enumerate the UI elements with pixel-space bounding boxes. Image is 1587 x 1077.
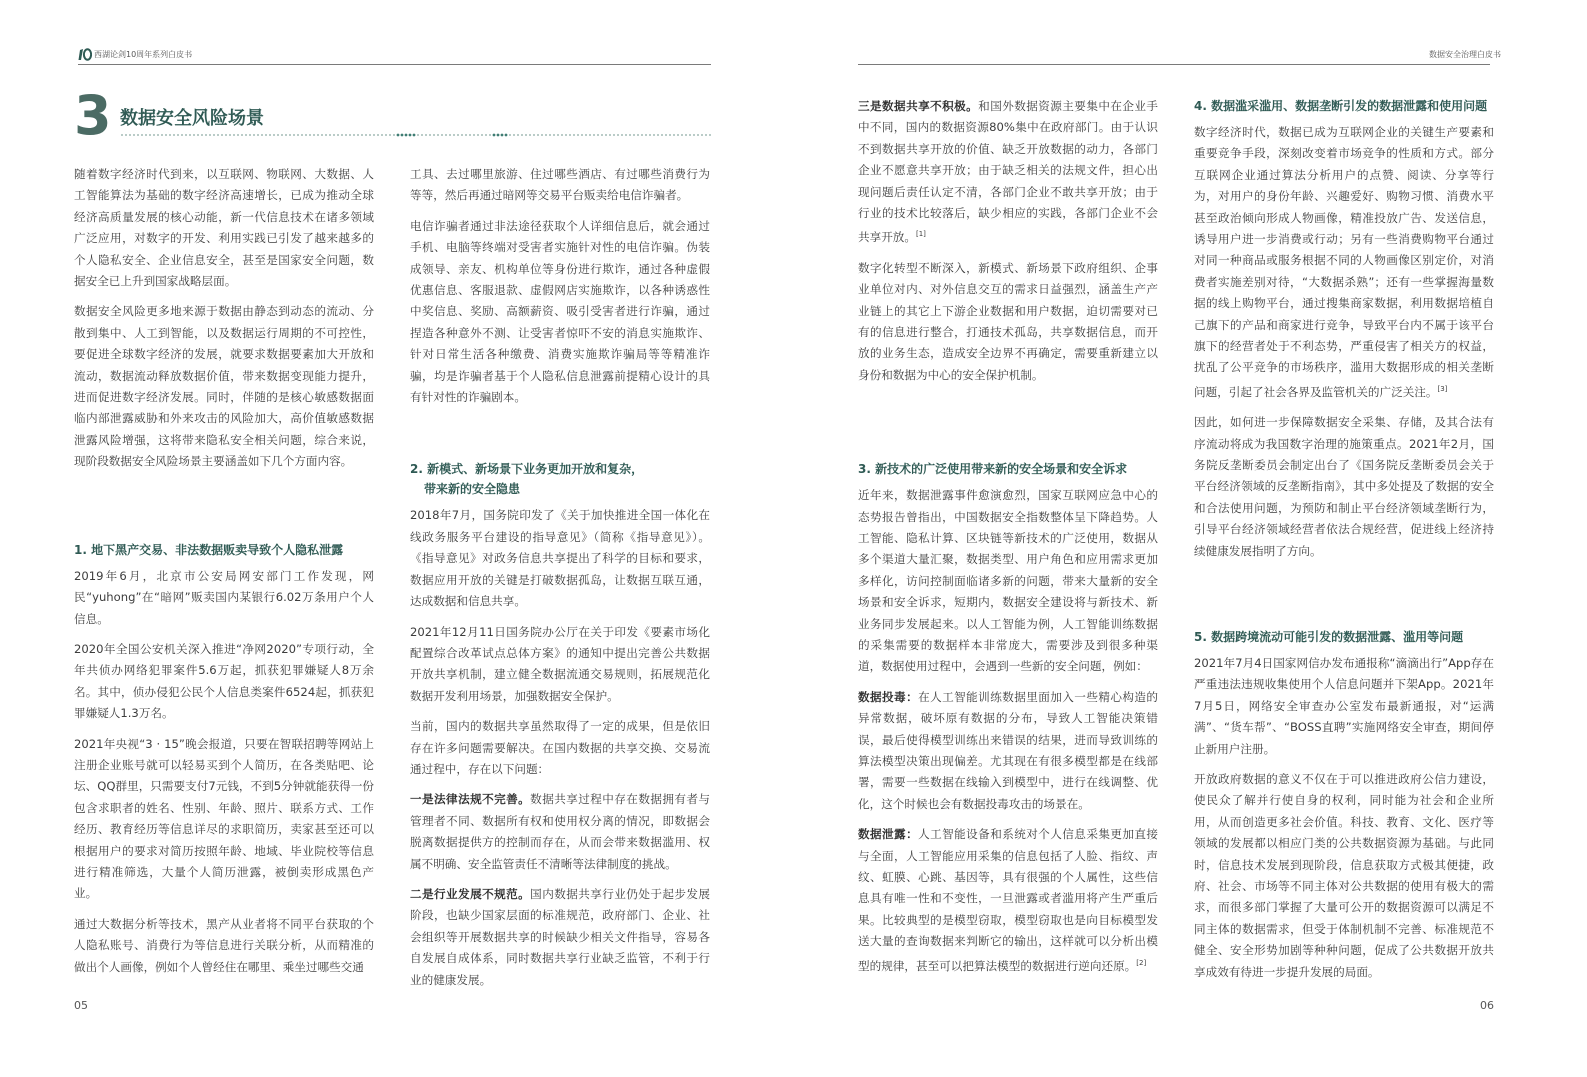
paragraph xyxy=(410,884,710,991)
rule-dot xyxy=(697,134,699,136)
paragraph: 2019年6月，北京市公安局网安部门工作发现，网民“yuhong”在“暗网”贩卖国内某银行6.02万条用户个人信息。 xyxy=(74,568,374,626)
rule-dot xyxy=(529,134,531,136)
chapter-number: 3 xyxy=(74,84,112,147)
rule-dot xyxy=(249,134,251,136)
chapter-dotted-rule xyxy=(120,132,712,138)
rule-dot xyxy=(169,134,171,136)
rule-dot xyxy=(261,134,263,136)
rule-dot xyxy=(245,134,247,136)
rule-dot xyxy=(485,134,487,136)
paragraph xyxy=(1194,122,1494,403)
rule-dot xyxy=(557,134,559,136)
rule-dot xyxy=(505,134,508,137)
paragraph xyxy=(858,96,1158,249)
rule-dot xyxy=(125,134,127,136)
rule-dot xyxy=(129,134,131,136)
bold-lead: 三是数据共享不积极。 xyxy=(858,99,979,113)
rule-dot xyxy=(593,134,595,136)
rule-dot xyxy=(661,134,663,136)
rule-dot xyxy=(165,134,167,136)
rule-dot xyxy=(181,134,183,136)
rule-dot xyxy=(585,134,587,136)
rule-dot xyxy=(609,134,611,136)
rule-dot xyxy=(213,134,215,136)
rule-dot xyxy=(445,134,447,136)
rule-dot xyxy=(241,134,243,136)
rule-dot xyxy=(385,134,387,136)
paragraph xyxy=(858,687,1158,815)
rule-dot xyxy=(149,134,151,136)
rule-dot xyxy=(673,134,675,136)
rule-dot xyxy=(341,134,343,136)
rule-dot xyxy=(321,134,323,136)
rule-dot xyxy=(613,134,615,136)
paragraph: 电信诈骗者通过非法途径获取个人详细信息后，就会通过手机、电脑等终端对受害者实施针对性的电信诈骗。伪装成领导、亲友、机构单位等身份进行欺诈，通过各种虚假优惠信息、客服退款、虚假网店实施欺诈，以各种诱惑性中奖信息、奖励、高额薪资、吸引受害者进行诈骗，通过捏造各种意外不测、让受害者惊吓不安的消息实施欺诈、针对日常生活各种缴费、消费实施欺诈骗局等等精准诈骗，均是诈骗者基于个人隐私信息泄露前提精心设计的具有针对性的诈骗剧本。 xyxy=(410,218,710,405)
rule-dot xyxy=(425,134,427,136)
rule-dot xyxy=(633,134,635,136)
rule-dot xyxy=(513,134,515,136)
paragraph: 通过大数据分析等技术，黑产从业者将不同平台获取的个人隐私账号、消费行为等信息进行关联分析，从而精准的做出个人画像，例如个人曾经住在哪里、乘坐过哪些交通 xyxy=(74,916,374,974)
rule-dot xyxy=(685,134,687,136)
right-page xyxy=(794,0,1587,1077)
rule-dot xyxy=(353,134,355,136)
rule-dot xyxy=(589,134,591,136)
rule-dot xyxy=(645,134,647,136)
rule-dot xyxy=(289,134,291,136)
rule-dot xyxy=(373,134,375,136)
rule-dot xyxy=(629,134,631,136)
left-page xyxy=(0,0,793,1077)
rule-dot xyxy=(457,134,459,136)
paragraph-text: 人工智能设备和系统对个人信息采集更加直接与全面，人工智能应用采集的信息包括了人脸、指纹、声纹、虹膜、心跳、基因等，具有很强的个人属性，这些信息具有唯一性和不变性，一旦泄露或者滥用将产生严重后果。比较典型的是模型窃取，模型窃取也是向目标模型发送大量的查询数据来判断它的输出，这样就可以分析出模型的规律，甚至可以把算法模型的数据进行逆向还原。 xyxy=(858,827,1158,973)
paragraph: 当前，国内的数据共享虽然取得了一定的成果，但是依旧存在许多问题需要解决。在国内数据的共享交换、交易流通过程中，存在以下问题： xyxy=(410,719,710,776)
paragraph: 数据安全风险更多地来源于数据由静态到动态的流动、分散到集中、人工到智能，以及数据运行周期的不可控性，要促进全球数字经济的发展，就要求数据要素加大开放和流动，数据流动释放数据价值，带来数据变现能力提升，进而促进数字经济发展。同时，伴随的是核心敏感数据面临内部泄露威胁和外来攻击的风险加大，高价值敏感数据泄露风险增强，这将带来隐私安全相关问题，综合来说，现阶段数据安全风险场景主要涵盖如下几个方面内容。 xyxy=(74,304,374,469)
rule-dot xyxy=(649,134,651,136)
left-column-1 xyxy=(74,164,374,987)
rule-dot xyxy=(541,134,543,136)
paragraph: 随着数字经济时代到来，以互联网、物联网、大数据、人工智能算法为基础的数字经济高速增长，已成为推动全球经济高质量发展的核心动能，新一代信息技术在诸多领域广泛应用，对数字的开发、利用实践已引发了越来越多的个人隐私安全、企业信息安全，甚至是国家安全问题，数据安全已上升到国家战略层面。 xyxy=(74,167,374,289)
rule-dot xyxy=(577,134,579,136)
rule-dot xyxy=(549,134,551,136)
rule-dot xyxy=(409,134,412,137)
section-heading-2-line2: 带来新的安全隐患 xyxy=(424,482,521,497)
paragraph: 数字化转型不断深入，新模式、新场景下政府组织、企事业单位对内、对外信息交互的需求日益强烈，涵盖生产产业链上的其它上下游企业数据和用户数据，迫切需要对已有的信息进行整合，打通技术孤岛，共享数据信息，而开放的业务生态，造成安全边界不再确定，需要重新建立以身份和数据为中心的安全保护机制。 xyxy=(858,260,1158,382)
rule-dot xyxy=(365,134,367,136)
rule-dot xyxy=(481,134,483,136)
rule-dot xyxy=(473,134,475,136)
rule-dot xyxy=(193,134,195,136)
rule-dot xyxy=(621,134,623,136)
rule-dot xyxy=(369,134,371,136)
rule-dot xyxy=(441,134,443,136)
rule-dot xyxy=(429,134,431,136)
rule-dot xyxy=(433,134,435,136)
rule-dot xyxy=(417,134,419,136)
rule-dot xyxy=(461,134,463,136)
rule-dot xyxy=(285,134,287,136)
rule-dot xyxy=(197,134,199,136)
rule-dot xyxy=(177,134,179,136)
rule-dot xyxy=(237,134,239,136)
rule-dot xyxy=(665,134,667,136)
rule-dot xyxy=(253,134,255,136)
rule-dot xyxy=(337,134,339,136)
rule-dot xyxy=(525,134,527,136)
rule-dot xyxy=(625,134,627,136)
section-heading-4: 4. 数据滥采滥用、数据垄断引发的数据泄露和使用问题 xyxy=(1194,99,1488,113)
rule-dot xyxy=(493,134,496,137)
footnote-ref: [2] xyxy=(1136,958,1147,967)
rule-dot xyxy=(265,134,267,136)
rule-dot xyxy=(597,134,599,136)
rule-dot xyxy=(705,134,707,136)
rule-dot xyxy=(293,134,295,136)
paragraph: 2021年7月4日国家网信办发布通报称“滴滴出行”App存在严重违法违规收集使用个人信息问题并下架App。2021年7月5日，网络安全审查办公室发布最新通报，对“运满满”、“货车帮”、“BOSS直聘”实施网络安全审查，期间停止新用户注册。 xyxy=(1194,655,1494,756)
footnote-ref: [1] xyxy=(915,230,926,239)
rule-dot xyxy=(305,134,307,136)
rule-dot xyxy=(229,134,231,136)
paragraph: 2021年12月11日国务院办公厅在关于印发《要素市场化配置综合改革试点总体方案》的通知中提出完善公共数据开放共享机制，建立健全数据流通交易规则，拓展规范化数据开发利用场景，加强数据安全保护。 xyxy=(410,624,710,703)
rule-dot xyxy=(317,134,319,136)
rule-dot xyxy=(389,134,391,136)
left-column-2 xyxy=(410,164,710,1000)
header-divider xyxy=(78,64,711,65)
page-header: 西湖论剑10周年系列白皮书 xyxy=(94,50,193,59)
rule-dot xyxy=(497,134,500,137)
rule-dot xyxy=(325,134,327,136)
rule-dot xyxy=(397,134,400,137)
rule-dot xyxy=(277,134,279,136)
bold-lead: 数据投毒： xyxy=(858,689,919,704)
rule-dot xyxy=(189,134,191,136)
rule-dot xyxy=(465,134,467,136)
paragraph-text: 在人工智能训练数据里面加入一些精心构造的异常数据，破坏原有数据的分布，导致人工智能决策错误，最后使得模型训练出来错误的结果，进而导致训练的算法模型决策出现偏差。尤其现在有很多模型都是在线部署，需要一些数据在线输入到模型中，进行在线调整、优化，这个时候也会有数据投毒攻击的场景在。 xyxy=(858,689,1158,811)
rule-dot xyxy=(413,134,416,137)
rule-dot xyxy=(281,134,283,136)
page-header: 数据安全治理白皮书 xyxy=(1429,50,1501,59)
rule-dot xyxy=(137,134,139,136)
paragraph: 2020年全国公安机关深入推进“净网2020”专项行动，全年共侦办网络犯罪案件5.6万起，抓获犯罪嫌疑人8万余名。其中，侦办侵犯公民个人信息类案件6524起，抓获犯罪嫌疑人1.3万名。 xyxy=(74,641,374,721)
bold-lead: 数据泄露： xyxy=(858,827,919,842)
page-number: 05 xyxy=(74,999,88,1012)
rule-dot xyxy=(545,134,547,136)
rule-dot xyxy=(669,134,671,136)
header-divider xyxy=(858,64,1490,65)
rule-dot xyxy=(257,134,259,136)
rule-dot xyxy=(393,134,395,136)
paragraph-text: 数字经济时代，数据已成为互联网企业的关键生产要素和重要竞争手段，深刻改变着市场竞争的性质和方式。部分互联网企业通过算法分析用户的点赞、阅读、分享等行为，对用户的身份年龄、兴趣爱好、购物习惯、消费水平甚至政治倾向形成人物画像，精准投放广告、发送信息，诱导用户进一步消费或行动；另有一些消费购物平台通过对同一种商品或服务根据不同的人物画像区别定价，对消费者实施差别对待，“大数据杀熟”；还有一些掌握海量数据的线上购物平台，通过搜集商家数据，利用数据培植自己旗下的产品和商家进行竞争，导致平台内不属于该平台旗下的经营者处于不利态势，严重侵害了相关方的权益，扰乱了公平竞争的市场秩序，滥用大数据形成的相关垄断问题，引起了社会各界及监管机关的广泛关注。 xyxy=(1194,125,1494,399)
rule-dot xyxy=(689,134,691,136)
rule-dot xyxy=(537,134,539,136)
paragraph: 2021年央视“3 · 15”晚会报道，只要在智联招聘等网站上注册企业账号就可以轻易买到个人简历，在各类贴吧、论坛、QQ群里，只需要支付7元钱，不到5分钟就能获得一份包含求职者的姓名、性别、年龄、照片、联系方式、工作经历、教育经历等信息详尽的求职简历，卖家甚至还可以根据用户的要求对简历按照年龄、地域、毕业院校等信息进行精准筛选，大量个人简历泄露，被倒卖形成黑色产业。 xyxy=(74,736,374,901)
rule-dot xyxy=(233,134,235,136)
rule-dot xyxy=(561,134,563,136)
rule-dot xyxy=(153,134,155,136)
section-heading-2-line1: 2. 新模式、新场景下业务更加开放和复杂， xyxy=(410,462,644,477)
rule-dot xyxy=(581,134,583,136)
rule-dot xyxy=(521,134,523,136)
rule-dot xyxy=(605,134,607,136)
rule-dot xyxy=(349,134,351,136)
rule-dot xyxy=(469,134,471,136)
rule-dot xyxy=(133,134,135,136)
rule-dot xyxy=(449,134,451,136)
rule-dot xyxy=(381,134,383,136)
footnote-ref: [3] xyxy=(1437,384,1448,393)
rule-dot xyxy=(269,134,271,136)
rule-dot xyxy=(617,134,619,136)
paragraph-text: 数据共享过程中存在数据拥有者与管理者不同、数据所有权和使用权分离的情况，即数据会脱离数据提供方的控制而存在，从而会带来数据滥用、权属不明确、安全监管责任不清晰等法律制度的挑战。 xyxy=(410,792,710,871)
rule-dot xyxy=(377,134,379,136)
rule-dot xyxy=(477,134,479,136)
rule-dot xyxy=(453,134,455,136)
rule-dot xyxy=(297,134,299,136)
paragraph-text: 和国外数据资源主要集中在企业手中不同，国内的数据资源80%集中在政府部门。由于认识不到数据共享开放的价值、缺乏开放数据的动力，各部门企业不愿意共享开放；由于缺乏相关的法规文件，担心出现问题后责任认定不清，各部门企业不敢共享开放；由于行业的技术比较落后，缺少相应的实践，各部门企业不会共享开放。 xyxy=(858,99,1158,245)
rule-dot xyxy=(209,134,211,136)
rule-dot xyxy=(533,134,535,136)
rule-dot xyxy=(313,134,315,136)
rule-dot xyxy=(357,134,359,136)
rule-dot xyxy=(677,134,679,136)
page-number: 06 xyxy=(1480,999,1494,1012)
rule-dot xyxy=(401,134,404,137)
rule-dot xyxy=(161,134,163,136)
paragraph: 工具、去过哪里旅游、住过哪些酒店、有过哪些消费行为等等，然后再通过暗网等交易平台贩卖给电信诈骗者。 xyxy=(410,167,710,203)
rule-dot xyxy=(693,134,695,136)
rule-dot xyxy=(421,134,423,136)
rule-dot xyxy=(309,134,311,136)
paragraph-text: 国内数据共享行业仍处于起步发展阶段，也缺少国家层面的标准规范，政府部门、企业、社会组织等开展数据共享的时候缺少相关文件指导，容易各自发展自成体系，同时数据共享行业缺乏监管，不利于行业的健康发展。 xyxy=(410,886,710,987)
rule-dot xyxy=(121,134,123,136)
paragraph xyxy=(410,789,710,875)
rule-dot xyxy=(569,134,571,136)
paragraph: 近年来，数据泄露事件愈演愈烈，国家互联网应急中心的态势报告曾指出，中国数据安全指数整体呈下降趋势。人工智能、隐私计算、区块链等新技术的广泛使用，数据从多个渠道大量汇聚，数据类型、用户角色和应用需求更加多样化，访问控制面临诸多新的问题，带来大量新的安全场景和安全诉求，短期内，数据安全建设将与新技术、新业务同步发展起来。以人工智能为例，人工智能训练数据的采集需要的数据样本非常庞大，需要涉及到很多种渠道，数据使用过程中，会遇到一些新的安全问题，例如： xyxy=(858,488,1158,674)
rule-dot xyxy=(405,134,408,137)
rule-dot xyxy=(333,134,335,136)
rule-dot xyxy=(301,134,303,136)
rule-dot xyxy=(489,134,491,136)
rule-dot xyxy=(273,134,275,136)
rule-dot xyxy=(217,134,219,136)
rule-dot xyxy=(637,134,639,136)
rule-dot xyxy=(437,134,439,136)
bold-lead: 一是法律法规不完善。 xyxy=(410,792,531,807)
right-column-2 xyxy=(1194,96,1494,992)
rule-dot xyxy=(141,134,143,136)
rule-dot xyxy=(709,134,711,136)
section-heading-5: 5. 数据跨境流动可能引发的数据泄露、滥用等问题 xyxy=(1194,629,1464,644)
rule-dot xyxy=(573,134,575,136)
rule-dot xyxy=(517,134,519,136)
paragraph: 2018年7月，国务院印发了《关于加快推进全国一体化在线政务服务平台建设的指导意见》（简称《指导意见》）。《指导意见》对政务信息共享提出了科学的目标和要求，数据应用开放的关键是打破数据孤岛，让数据互联互通，达成数据和信息共享。 xyxy=(410,508,710,609)
rule-dot xyxy=(225,134,227,136)
rule-dot xyxy=(221,134,223,136)
bold-lead: 二是行业发展不规范。 xyxy=(410,886,531,901)
rule-dot xyxy=(185,134,187,136)
rule-dot xyxy=(157,134,159,136)
rule-dot xyxy=(329,134,331,136)
section-heading-2 xyxy=(410,459,710,499)
ten-anniversary-logo-icon xyxy=(78,48,92,61)
section-heading-1: 1. 地下黑产交易、非法数据贩卖导致个人隐私泄露 xyxy=(74,542,344,557)
rule-dot xyxy=(601,134,603,136)
rule-dot xyxy=(509,134,511,136)
chapter-title: 数据安全风险场景 xyxy=(120,108,264,129)
rule-dot xyxy=(205,134,207,136)
paragraph: 因此，如何进一步保障数据安全采集、存储，及其合法有序流动将成为我国数字治理的施策重点。2021年2月，国务院反垄断委员会制定出台了《国务院反垄断委员会关于平台经济领域的反垄断指南》，其中多处提及了数据的安全和合法使用问题，为预防和制止平台经济领域垄断行为，引导平台经济领域经营者依法合规经营，促进线上经济持续健康发展指明了方向。 xyxy=(1194,415,1494,558)
rule-dot xyxy=(345,134,347,136)
rule-dot xyxy=(501,134,504,137)
section-heading-3: 3. 新技术的广泛使用带来新的安全场景和安全诉求 xyxy=(858,462,1128,477)
right-column-1 xyxy=(858,96,1158,986)
paragraph: 开放政府数据的意义不仅在于可以推进政府公信力建设，使民众了解并行使自身的权利，同时能为社会和企业所用，从而创造更多社会价值。科技、教育、文化、医疗等领域的发展都以相应门类的公共数据资源为基础。与此同时，信息技术发展到现阶段，信息获取方式极其便捷，政府、社会、市场等不同主体对公共数据的使用有极大的需求，而很多部门掌握了大量可公开的数据资源可以满足不同主体的数据需求，但受于体制机制不完善、标准规范不健全、安全形势加剧等种种问题，促成了公共数据开放共享成效有待进一步提升发展的局面。 xyxy=(1194,772,1494,979)
rule-dot xyxy=(681,134,683,136)
rule-dot xyxy=(701,134,703,136)
rule-dot xyxy=(361,134,363,136)
rule-dot xyxy=(653,134,655,136)
rule-dot xyxy=(565,134,567,136)
rule-dot xyxy=(201,134,203,136)
paragraph xyxy=(858,824,1158,977)
rule-dot xyxy=(641,134,643,136)
rule-dot xyxy=(553,134,555,136)
rule-dot xyxy=(657,134,659,136)
rule-dot xyxy=(145,134,147,136)
rule-dot xyxy=(173,134,175,136)
